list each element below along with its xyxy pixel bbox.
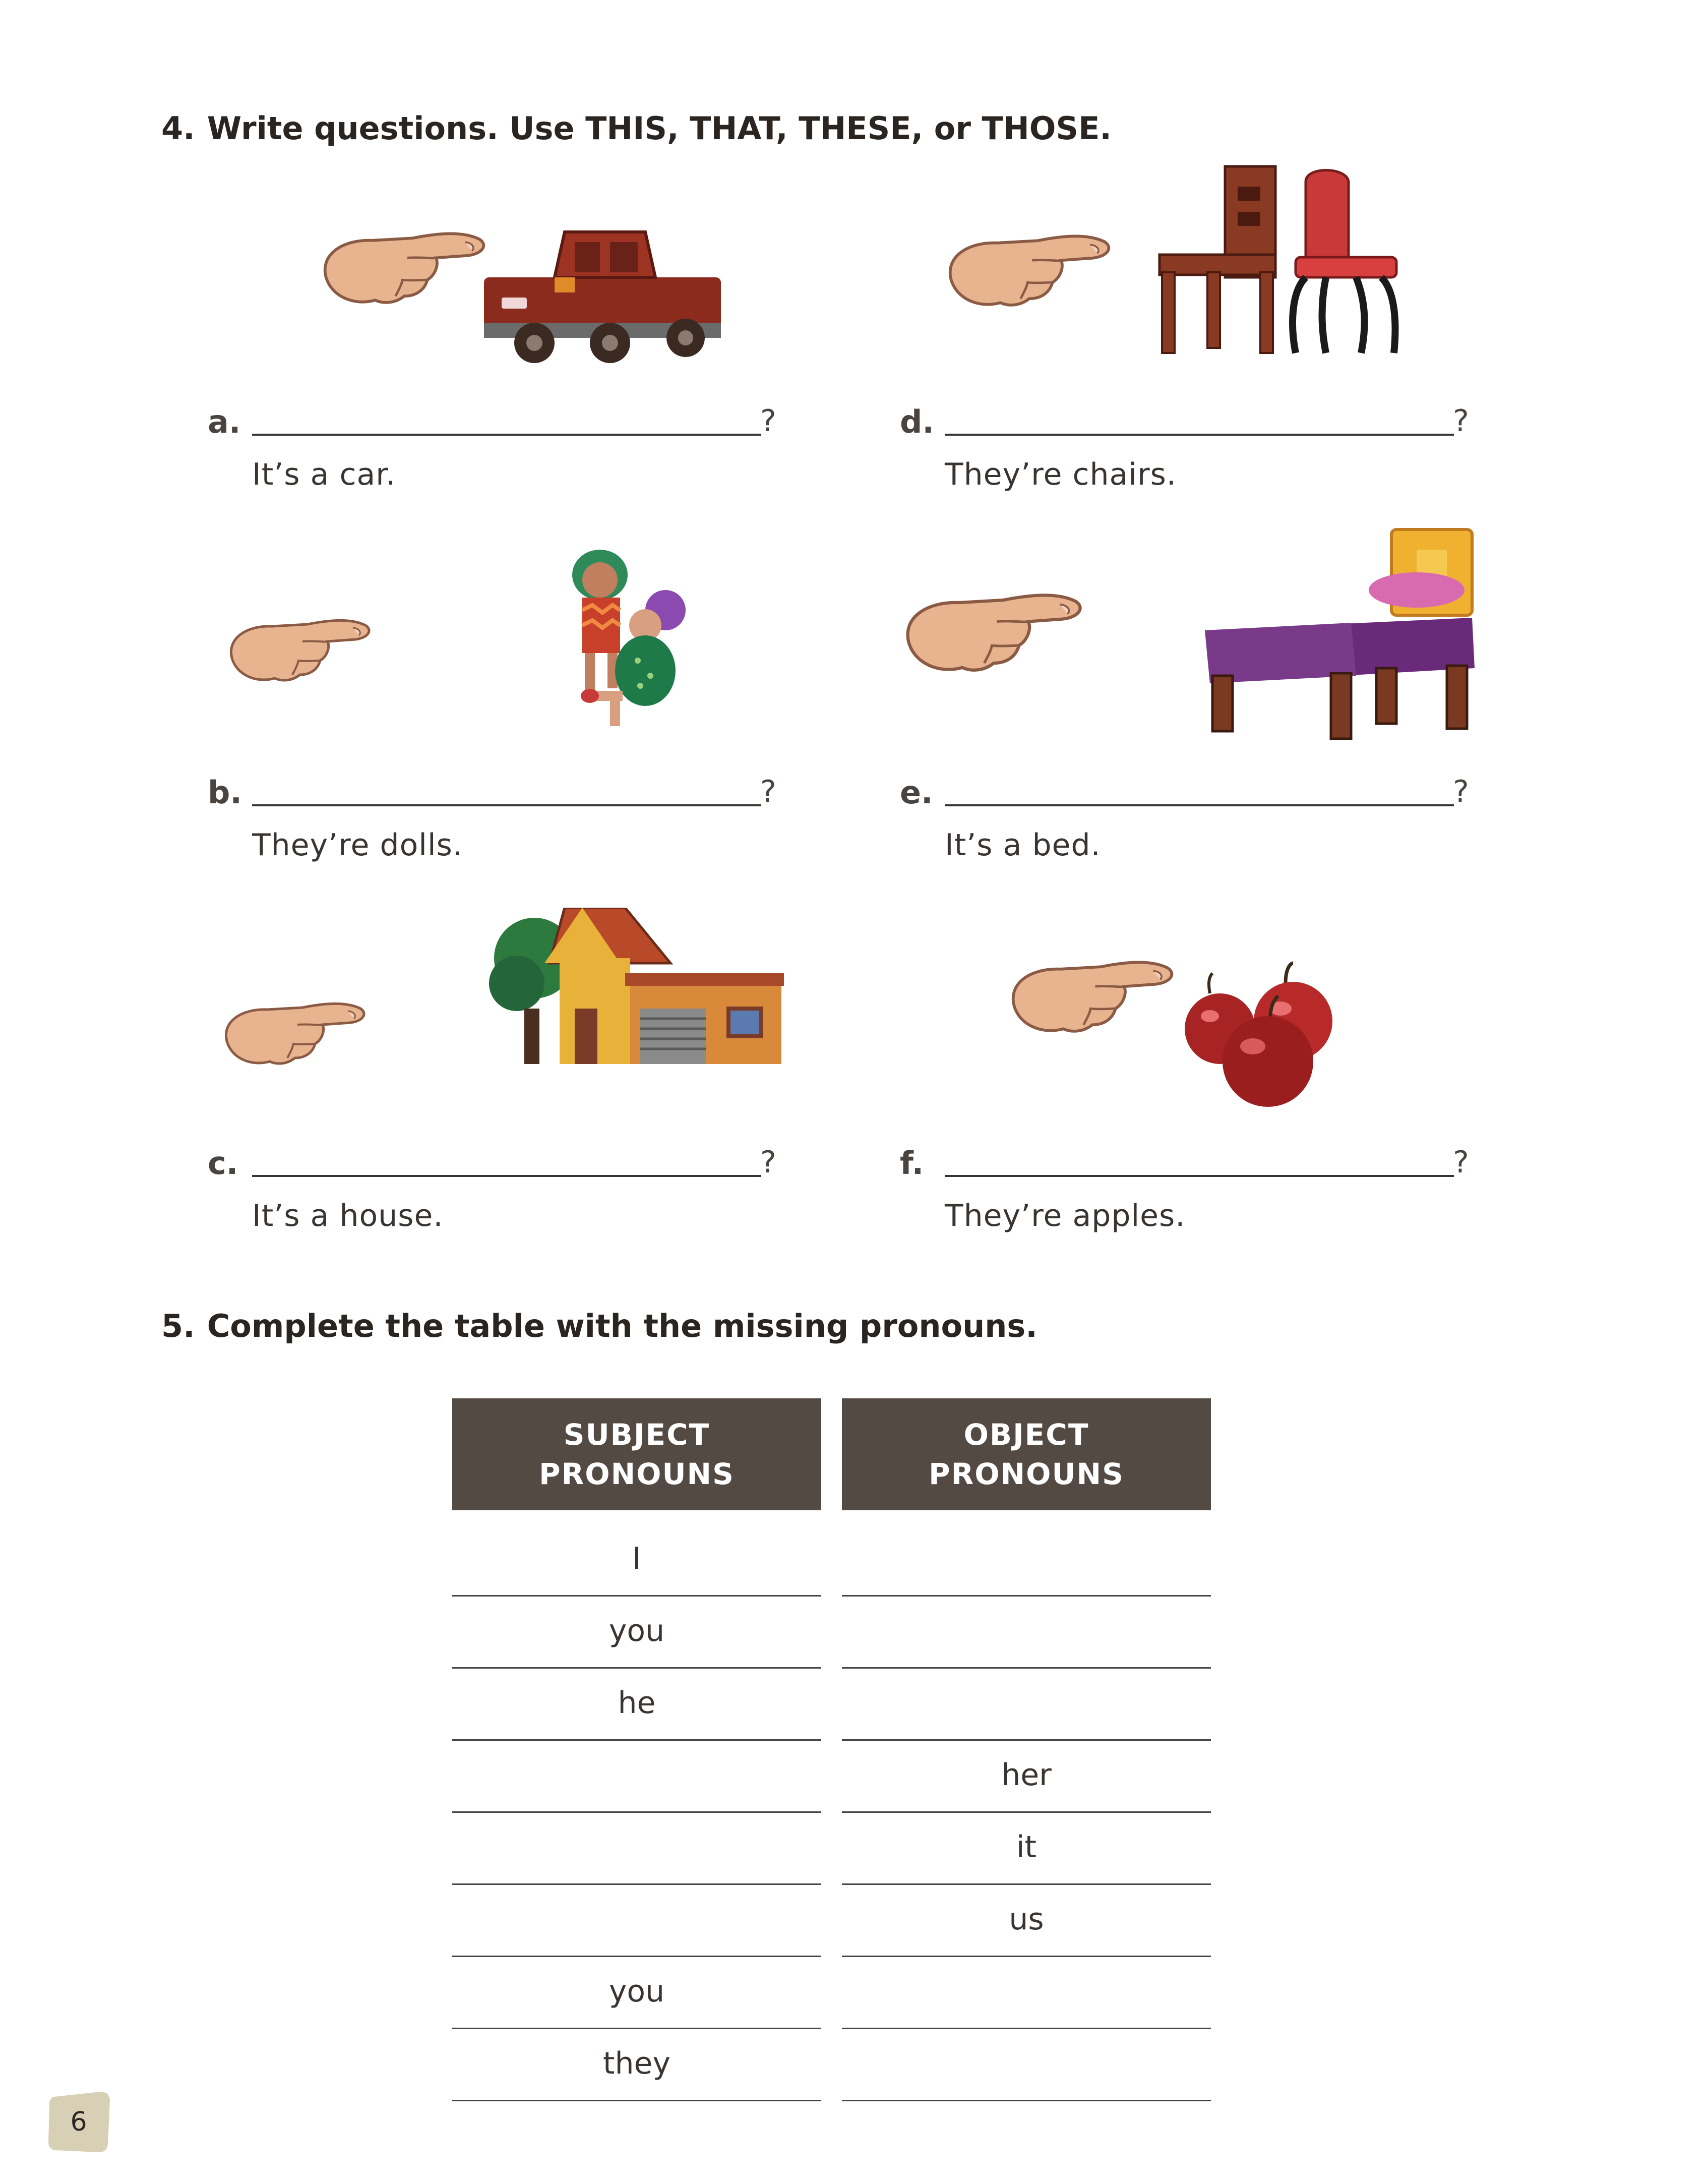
chairs-illustration: [943, 161, 1467, 363]
answer-line-f[interactable]: [945, 1175, 1454, 1177]
question-mark: ?: [760, 774, 776, 809]
object-cell[interactable]: [842, 1956, 1211, 2029]
question-mark: ?: [1453, 1145, 1469, 1180]
answer-line-a[interactable]: [252, 434, 761, 436]
subject-cell[interactable]: [452, 1739, 821, 1813]
object-cell[interactable]: [842, 1523, 1211, 1597]
header-line: PRONOUNS: [539, 1457, 735, 1491]
answer-line-d[interactable]: [945, 434, 1454, 436]
question-letter: b.: [208, 774, 242, 811]
subject-cell[interactable]: they: [452, 2028, 821, 2101]
pointing-hand-icon: [908, 595, 1080, 670]
object-cell[interactable]: [842, 1595, 1211, 1669]
header-line: PRONOUNS: [929, 1457, 1124, 1491]
subject-cell[interactable]: you: [452, 1595, 821, 1669]
answer-line-e[interactable]: [945, 804, 1454, 806]
exercise-4-instruction: Write questions. Use THIS, THAT, THESE, or THOSE.: [207, 110, 1112, 147]
exercise-5-instruction: Complete the table with the missing pronouns.: [207, 1308, 1038, 1344]
answer-line-c[interactable]: [252, 1175, 761, 1177]
question-letter: d.: [900, 403, 934, 440]
question-mark: ?: [760, 1145, 776, 1180]
exercise-4-heading: [161, 110, 1112, 147]
exercise-5-heading: [161, 1308, 1038, 1344]
question-mark: ?: [760, 403, 776, 439]
header-line: SUBJECT: [563, 1418, 710, 1452]
answer-text: It’s a house.: [252, 1198, 444, 1233]
question-mark: ?: [1453, 403, 1469, 439]
question-letter: e.: [900, 774, 933, 811]
car-illustration: [318, 212, 731, 363]
question-letter: f.: [900, 1145, 924, 1182]
subject-pronouns-header: [452, 1398, 821, 1510]
apples-illustration: [1008, 948, 1401, 1114]
answer-text: They’re dolls.: [252, 828, 463, 863]
object-cell[interactable]: her: [842, 1739, 1211, 1813]
question-mark: ?: [1453, 774, 1469, 809]
question-letter: c.: [208, 1145, 238, 1182]
exercise-5-number: 5.: [161, 1308, 195, 1344]
pointing-hand-icon: [325, 233, 484, 302]
pointing-hand-icon: [950, 236, 1109, 305]
question-letter: a.: [208, 403, 241, 440]
bed-illustration: [897, 524, 1482, 751]
object-cell[interactable]: [842, 2028, 1211, 2101]
dolls-illustration: [222, 550, 706, 741]
subject-cell[interactable]: [452, 1883, 821, 1957]
answer-line-b[interactable]: [252, 804, 761, 806]
pointing-hand-icon: [231, 620, 369, 680]
object-cell[interactable]: us: [842, 1883, 1211, 1957]
object-cell[interactable]: it: [842, 1811, 1211, 1885]
answer-text: It’s a bed.: [945, 828, 1101, 863]
object-cell[interactable]: [842, 1667, 1211, 1741]
pointing-hand-icon: [226, 1004, 364, 1064]
header-line: OBJECT: [963, 1418, 1089, 1452]
page-number: 6: [70, 2107, 87, 2137]
pointing-hand-icon: [1013, 962, 1172, 1031]
subject-cell[interactable]: he: [452, 1667, 821, 1741]
subject-cell[interactable]: [452, 1811, 821, 1885]
answer-text: They’re chairs.: [945, 457, 1177, 492]
answer-text: They’re apples.: [945, 1198, 1186, 1233]
exercise-4-number: 4.: [161, 110, 195, 147]
answer-text: It’s a car.: [252, 457, 396, 492]
object-pronouns-header: [842, 1398, 1211, 1510]
subject-cell[interactable]: I: [452, 1523, 821, 1597]
house-illustration: [217, 908, 791, 1079]
subject-cell[interactable]: you: [452, 1956, 821, 2029]
